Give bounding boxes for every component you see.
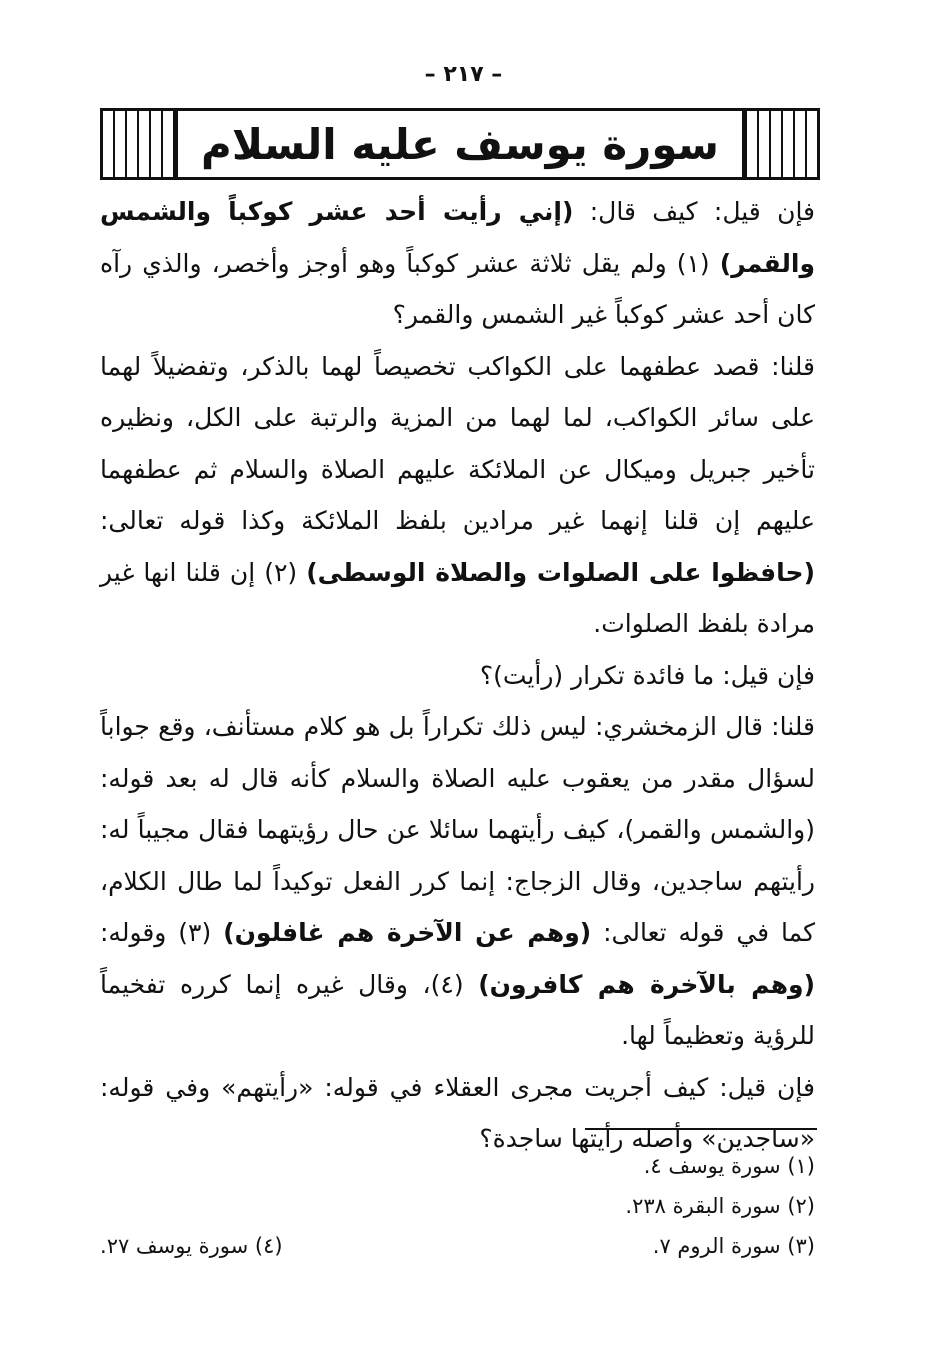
title-ornament-right	[745, 111, 817, 177]
quran-quote: (حافظوا على الصلوات والصلاة الوسطى)	[306, 557, 815, 587]
quran-quote: (وهم عن الآخرة هم غافلون)	[223, 918, 592, 947]
paragraph-question-2: فإن قيل: ما فائدة تكرار (رأيت)؟	[479, 660, 815, 690]
paragraph-question-1: فإن قيل: كيف قال: (إني رأيت أحد عشر كوكباً والشمس والقمر) (١) ولم يقل ثلاثة عشر كوكباً وهو أوجز وأخصر، والذي رآه كان أحد عشر كوكباً غير الشمس والقمر؟	[100, 197, 816, 329]
title-ornament-left	[103, 111, 175, 177]
footnote-divider	[585, 1128, 817, 1130]
paragraph-answer-2: قلنا: قال الزمخشري: ليس ذلك تكراراً بل هو كلام مستأنف، وقع جواباً لسؤال مقدر من يعقوب عليه الصلاة والسلام كأنه قال له بعد قوله: (والشمس والقمر)، كيف رأيتهما سائلا عن حال رؤيتهما فقال مجيباً له: رأيتهم ساجدين، وقال الزجاج: إنما كرر الفعل توكيداً لما طال الكلام، كما في قوله تعالى: (وهم عن الآخرة هم غافلون) (٣) وقوله: (وهم بالآخرة هم كافرون) (٤)، وقال غيره إنما كرره تفخيماً للرؤية وتعظيماً لها.	[100, 712, 816, 1050]
paragraph-question-3: فإن قيل: كيف أجريت مجرى العقلاء في قوله: «رأيتهم» وفي قوله: «ساجدين» وأصله رأيتها ساجدة؟	[100, 1072, 815, 1153]
footnote-4: (٤) سورة يوسف ٢٧.	[100, 1234, 283, 1258]
paragraph-answer-1: قلنا: قصد عطفهما على الكواكب تخصيصاً لهما بالذكر، وتفضيلاً لهما على سائر الكواكب، لما لهما من المزية والرتبة على الكل، ونظيره تأخير جبريل وميكال عن الملائكة عليهم الصلاة والسلام ثم عطفهما عليهم إن قلنا إنهما غير مرادين بلفظ الملائكة وكذا قوله تعالى: (حافظوا على الصلوات والصلاة الوسطى) (٢) إن قلنا انها غير مرادة بلفظ الصلوات.	[100, 351, 815, 638]
page-number: – ٢١٧ –	[424, 62, 503, 87]
footnote-1: (١) سورة يوسف ٤.	[643, 1154, 815, 1178]
quran-quote: (إني رأيت أحد عشر كوكباً والشمس والقمر)	[100, 197, 815, 278]
quran-quote: (وهم بالآخرة هم كافرون)	[478, 969, 816, 999]
surah-title: سورة يوسف عليه السلام	[175, 111, 745, 177]
title-frame	[100, 108, 820, 180]
footnote-row	[100, 1226, 815, 1266]
footnote-2: (٢) سورة البقرة ٢٣٨.	[625, 1194, 815, 1218]
body-text	[100, 186, 815, 1165]
footnotes	[100, 1146, 815, 1266]
footnote-3: (٣) سورة الروم ٧.	[652, 1234, 815, 1258]
